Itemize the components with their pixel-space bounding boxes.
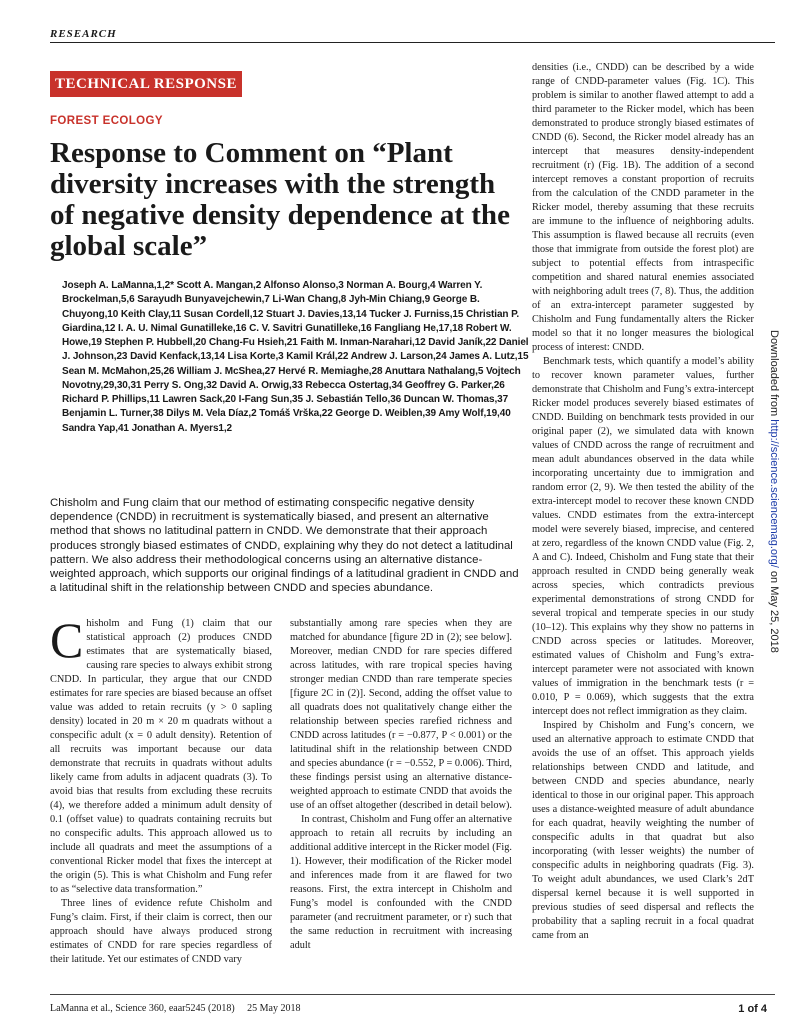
category-label: FOREST ECOLOGY (50, 115, 163, 127)
body-paragraph: Three lines of evidence refute Chisholm and Fung’s claim. First, if their claim is correct, then our approach should have always produced strong estimates of CNDD for rare species regardless of their latitude. Yet our estimates of CNDD vary (50, 898, 272, 965)
footer-rule (50, 994, 775, 995)
body-paragraph: In contrast, Chisholm and Fung offer an alternative approach to retain all recruits by including an additional additive intercept in the Ricker model (Fig. 1). However, their modification of the Ricker model and inferences made from it are flawed for two reasons. First, the extra intercept in Chisholm and Fung’s model is confounded with the CNDD parameter (and recruitment parameter, or r) such that the same reduction in recruitment with increasing adult (290, 814, 512, 951)
body-paragraph: Inspired by Chisholm and Fung’s concern, we used an alternative approach to estimate CNDD that avoids the use of an offset. This approach yields relationships between CNDD and latitude, and between CNDD and species abundance, nearly identical to those in our original paper. This approach uses a distance-weighted measure of adult abundance for each quadrat, heavily weighting the number of conspecific adults in that quadrat but also incorporating (with lesser weights) the number of conspecific adults in neighboring quadrats (Fig. 3). To weight adult abundances, we used Clark’s 2dT dispersal kernel because it is well supported in previous studies of seed dispersal and reflects the probability that a sapling recruit in a focal quadrat came from an (532, 720, 754, 941)
download-credit-prefix: Downloaded from (768, 330, 780, 420)
paragraph-text: hisholm and Fung (1) claim that our statistical approach (2) produces CNDD estimates that are systematically biased, causing rare species to always exhibit strong CNDD. In particular, they argue that our CNDD estimates for rare species are biased because an offset value was added to retain recruits (y > 0 sapling density) located in 20 m × 20 m quadrats without a conspecific adult (x = 0 adult density). Retention of all recruits was important because our data demonstrate that recruits in quadrats without adults likely came from adults in adjacent quadrats (3). To avoid bias that results from excluding these recruits (4), we therefore added a minimum adult density of 0.1 (offset value) to quadrats containing recruits but no conspecific adults. This approach allowed us to include all quadrats and meet the assumptions of a conventional Ricker model that fixes the intercept at the origin (5). This is what Chisholm and Fung refer to as “selective data transformation.” (50, 618, 272, 895)
section-banner: TECHNICAL RESPONSE (50, 71, 242, 97)
running-head: RESEARCH (50, 28, 117, 40)
body-paragraph: substantially among rare species when they are matched for abundance [figure 2D in (2); see below]. Moreover, median CNDD for rare species differed across latitudes, with rare tropical species having stronger median CNDD than rare temperate species [figure 2C in (2)]. Second, adding the offset value to all quadrats does not qualitatively change either the relationship between species rarefied richness and CNDD across latitudes (r = −0.877, P < 0.001) or the latitudinal shift in the relationship between CNDD and species abundance (r = −0.552, P = 0.006). Third, these findings persist using an alternative distance-weighted approach to estimate CNDD that avoids the use of an offset altogether (described in detail below). (290, 618, 512, 811)
body-paragraph (50, 612, 272, 897)
header-rule (50, 42, 775, 43)
body-column-2 (290, 617, 512, 953)
body-paragraph: Benchmark tests, which quantify a model’s ability to recover known parameter values, further demonstrate that Chisholm and Fung’s extra-intercept Ricker model produces severely biased estimates of CNDD. Building on benchmark tests provided in our original paper (2), we simulated data with known values of CNDD across the range of recruitment and mean adult abundances observed in the data while incorporating uncertainty due to immigration and random error (2, 9). We then tested the ability of the extra-intercept model to recover these known CNDD values. CNDD estimates from the extra-intercept model were severely biased, imprecise, and centered at zero, regardless of the known CNDD value (Fig. 2, A and C). Indeed, Chisholm and Fung state that their approach resulted in CNDD being generally weak across species, which contradicts previous experimental demonstrations of strong CNDD for several tropical and temperate species in our study (10–12). This explains why they show no patterns in CNDD across species or latitudes. Moreover, estimated values of Chisholm and Fung’s extra-intercept parameter were not associated with known values of immigration in the benchmark tests (r = 0.010, P = 0.069), which suggests that the extra intercept does not reflect immigration as they claim. (532, 356, 754, 717)
author-list: Joseph A. LaManna,1,2* Scott A. Mangan,2 Alfonso Alonso,3 Norman A. Bourg,4 Warren Y. Brockelman,5,6 Sarayudh Bunyavejchewin,7 Li-Wan Chang,8 Jyh-Min Chiang,9 George B. Chuyong,10 Keith Clay,11 Susan Cordell,12 Stuart J. Davies,13,14 Tucker J. Furniss,15 Christian P. Giardina,12 I. A. U. Nimal Gunatilleke,16 C. V. Savitri Gunatilleke,16 Fangliang He,17,18 Robert W. Howe,19 Stephen P. Hubbell,20 Chang-Fu Hsieh,21 Faith M. Inman-Narahari,12 David Janík,22 Daniel J. Johnson,23 David Kenfack,13,14 Lisa Korte,3 Kamil Král,22 Andrew J. Larson,24 James A. Lutz,15 Sean M. McMahon,25,26 William J. McShea,27 Hervé R. Memiaghe,28 Anuttara Nathalang,5 Vojtech Novotny,29,30,31 Perry S. Ong,32 David A. Orwig,33 Rebecca Ostertag,34 Geoffrey G. Parker,26 Richard P. Phillips,11 Lawren Sack,20 I-Fang Sun,35 J. Sebastián Tello,36 Duncan W. Thomas,37 Benjamin L. Turner,38 Dilys M. Vela Díaz,2 Tomáš Vrška,22 George D. Weiblen,39 Amy Wolf,19,40 Sandra Yap,41 Jonathan A. Myers1,2 (62, 280, 529, 434)
body-column-1 (50, 612, 272, 967)
abstract: Chisholm and Fung claim that our method of estimating conspecific negative density dependence (CNDD) in recruitment is systematically biased, and present an alternative method that shows no latitudinal pattern in CNDD. We demonstrate that their approach produces strongly biased estimates of CNDD, explaining why they do not detect a latitudinal pattern. We also address their methodological concerns using an alternative distance-weighted approach, which supports our original findings of a latitudinal gradient in CNDD and a latitudinal shift in the relationship between CNDD and species abundance. (50, 497, 519, 595)
article-title: Response to Comment on “Plant diversity increases with the strength of negative density dependence at the global scale” (50, 137, 510, 262)
body-paragraph: densities (i.e., CNDD) can be described by a wide range of CNDD-parameter values (Fig. 1C). This problem is similar to another flawed attempt to add a third parameter to the Ricker model, which has been demonstrated to produce strongly biased estimates of CNDD (6). Second, the Ricker model already has an intercept that measures density-independent recruitment (r) (Fig. 1B). The addition of a second intercept removes a constant proportion of recruits from the calculation of the CNDD parameter in the Ricker model, thereby assuming that these recruits are immune to the influence of neighboring adults. This assumption is flawed because all recruits (even those that immigrate from outside the forest plot) are subject to potential effects from intraspecific competition and shared natural enemies associated with neighboring adult trees (7, 8). Thus, the addition of an extra-intercept parameter suggested by Chisholm and Fung fundamentally alters the Ricker model so that it no longer measures the biological process of interest: CNDD. (532, 62, 754, 353)
download-credit-suffix: on May 25, 2018 (768, 567, 780, 653)
drop-cap: C (50, 612, 84, 668)
download-credit-link[interactable]: http://science.sciencemag.org/ (768, 419, 780, 568)
body-column-3 (532, 61, 754, 943)
download-credit (768, 330, 780, 690)
footer-citation: LaManna et al., Science 360, eaar5245 (2018) 25 May 2018 (50, 1003, 301, 1014)
page-number: 1 of 4 (738, 1003, 767, 1015)
